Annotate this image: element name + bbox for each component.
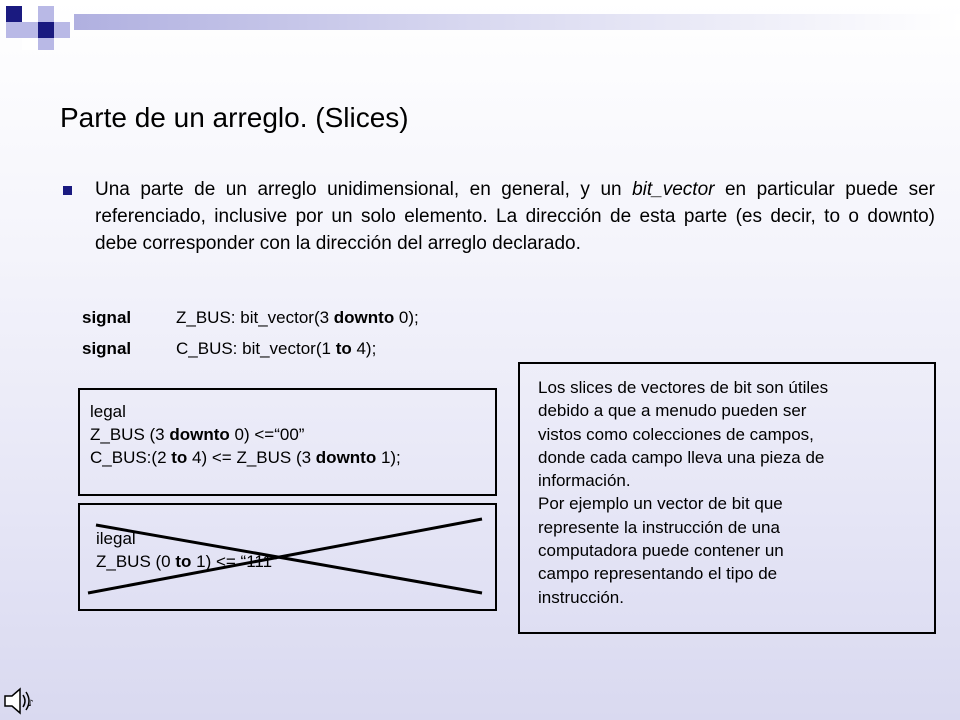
legal-line-1	[90, 423, 495, 446]
keyword-signal: signal	[82, 339, 132, 358]
decorative-squares-icon	[0, 0, 960, 52]
keyword-downto: downto	[315, 448, 377, 467]
info-line: represente la instrucción de una	[538, 517, 780, 537]
keyword-signal: signal	[82, 308, 132, 327]
paragraph-text-2: en particular puede ser referenciado, inclusive por un solo elemento. La dirección de esta parte (es decir, to o downto) debe corresponder con la dirección del arreglo declarado.	[95, 179, 935, 254]
keyword-to: to	[175, 552, 192, 571]
legal-label: legal	[90, 402, 126, 421]
info-line: campo representando el tipo de	[538, 564, 778, 584]
decl-text: C_BUS: bit_vector(1	[176, 339, 336, 358]
cross-out-icon	[78, 503, 497, 611]
info-line: debido a que a menudo pueden ser	[538, 401, 807, 421]
decl-text: 0);	[394, 308, 419, 327]
info-line: Por ejemplo un vector de bit que	[538, 494, 783, 514]
info-line: Los slices de vectores de bit son útiles	[538, 378, 829, 397]
signal-declaration-cbus	[82, 339, 376, 359]
decl-text: 4);	[351, 339, 377, 358]
signal-declaration-zbus	[82, 308, 419, 328]
code-text: 0) <=“00”	[229, 425, 305, 444]
keyword-to: to	[171, 448, 188, 467]
info-line: donde cada campo lleva una pieza de	[538, 447, 825, 467]
code-text: 1);	[376, 448, 401, 467]
keyword-downto: downto	[169, 425, 230, 444]
code-text: C_BUS:(2	[90, 448, 172, 467]
info-note-box	[518, 362, 936, 634]
bullet-icon	[63, 186, 72, 195]
speaker-icon[interactable]	[2, 684, 36, 718]
legal-line-2	[90, 446, 495, 469]
keyword-to: to	[335, 339, 352, 358]
decl-text: Z_BUS: bit_vector(3	[176, 308, 334, 327]
ilegal-label: ilegal	[96, 529, 136, 548]
bullet-paragraph	[95, 176, 935, 257]
paragraph-italic-term: bit_vector	[632, 179, 715, 200]
legal-example-box	[78, 388, 497, 496]
info-line: instrucción.	[538, 587, 624, 607]
info-line: computadora puede contener un	[538, 541, 784, 561]
code-text: 4) <= Z_BUS (3	[187, 448, 316, 467]
info-line: vistos como colecciones de campos,	[538, 424, 814, 444]
code-text: Z_BUS (0	[96, 552, 176, 571]
slide-title: Parte de un arreglo. (Slices)	[60, 102, 409, 133]
code-text: Z_BUS (3	[90, 425, 170, 444]
keyword-downto: downto	[333, 308, 395, 327]
svg-text:♪: ♪	[28, 699, 34, 709]
paragraph-text-1: Una parte de un arreglo unidimensional, en general, y un	[95, 179, 633, 200]
code-text: 1) <= “111”	[191, 552, 278, 571]
info-line: información.	[538, 471, 631, 491]
